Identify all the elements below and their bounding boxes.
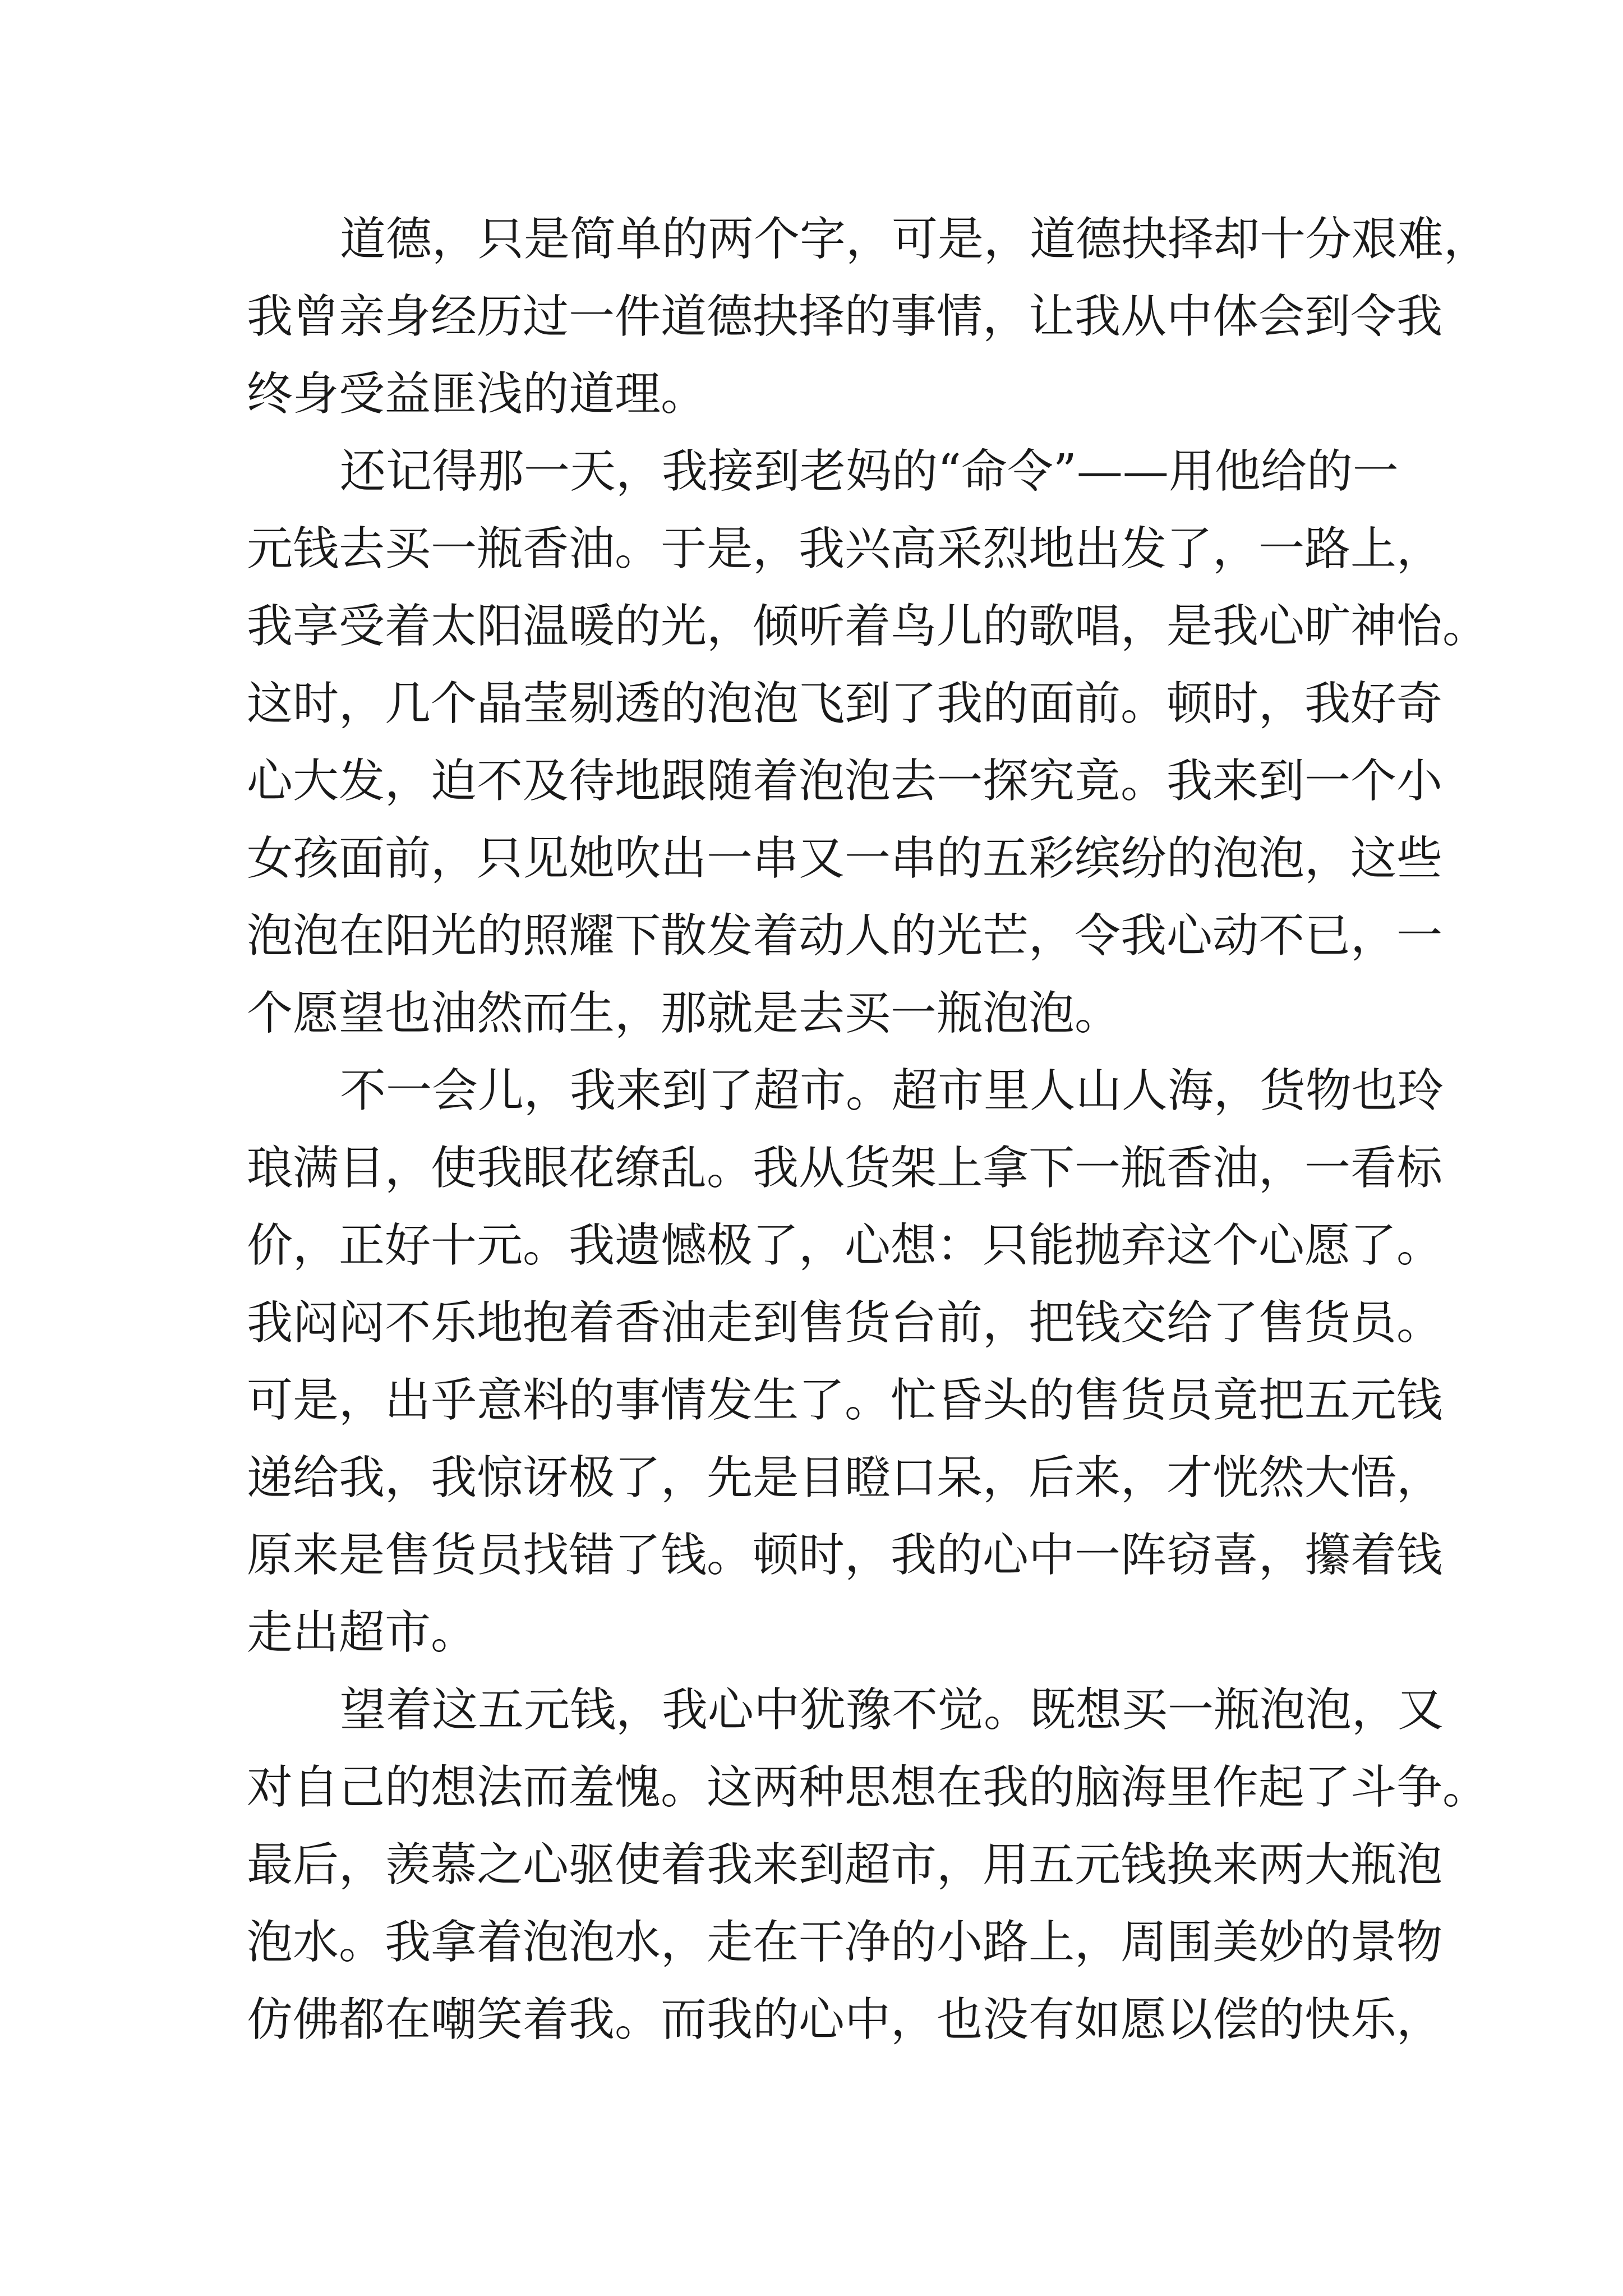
paragraph-1 (247, 201, 1490, 433)
paragraph-2 (247, 433, 1489, 1052)
text-line: 心大发，迫不及待地跟随着泡泡去一探究竟。我来到一个小 (247, 754, 1443, 808)
text-line: 这时，几个晶莹剔透的泡泡飞到了我的面前。顿时，我好奇 (247, 677, 1443, 730)
text-line: 女孩面前，只见她吹出一串又一串的五彩缤纷的泡泡，这些 (247, 832, 1443, 885)
text-line: 道德，只是简单的两个字，可是，道德抉择却十分艰难， (340, 213, 1490, 266)
text-line: 不一会儿，我来到了超市。超市里人山人海，货物也玲 (340, 1064, 1444, 1117)
text-line: 价，正好十元。我遗憾极了，心想：只能抛弃这个心愿了。 (247, 1219, 1443, 1272)
text-line: 望着这五元钱，我心中犹豫不觉。既想买一瓶泡泡，又 (340, 1683, 1444, 1737)
text-line: 可是，出乎意料的事情发生了。忙昏头的售货员竟把五元钱 (247, 1374, 1443, 1427)
text-line: 还记得那一天，我接到老妈的“命令”——用他给的一 (340, 445, 1399, 498)
paragraph-3 (247, 1052, 1444, 1672)
text-line: 我享受着太阳温暖的光，倾听着鸟儿的歌唱，是我心旷神怡。 (247, 600, 1489, 653)
text-line: 元钱去买一瓶香油。于是，我兴高采烈地出发了，一路上， (247, 522, 1443, 576)
text-line: 泡泡在阳光的照耀下散发着动人的光芒，令我心动不已，一 (247, 909, 1443, 963)
text-line: 琅满目，使我眼花缭乱。我从货架上拿下一瓶香油，一看标 (247, 1142, 1443, 1195)
text-line: 走出超市。 (247, 1606, 477, 1659)
text-line: 递给我，我惊讶极了，先是目瞪口呆，后来，才恍然大悟， (247, 1451, 1443, 1504)
text-line: 泡水。我拿着泡泡水，走在干净的小路上，周围美妙的景物 (247, 1916, 1443, 1969)
body-text (247, 201, 1490, 2059)
text-line: 最后，羡慕之心驱使着我来到超市，用五元钱换来两大瓶泡 (247, 1838, 1443, 1892)
text-line: 我曾亲身经历过一件道德抉择的事情，让我从中体会到令我 (247, 290, 1443, 343)
text-line: 仿佛都在嘲笑着我。而我的心中，也没有如愿以偿的快乐， (247, 1993, 1443, 2046)
text-line: 原来是售货员找错了钱。顿时，我的心中一阵窃喜，攥着钱 (247, 1529, 1443, 1582)
text-line: 对自己的想法而羞愧。这两种思想在我的脑海里作起了斗争。 (247, 1761, 1489, 1814)
text-line: 我闷闷不乐地抱着香油走到售货台前，把钱交给了售货员。 (247, 1296, 1443, 1350)
paragraph-4 (247, 1672, 1489, 2059)
text-line: 个愿望也油然而生，那就是去买一瓶泡泡。 (247, 987, 1121, 1040)
text-line: 终身受益匪浅的道理。 (247, 367, 707, 421)
